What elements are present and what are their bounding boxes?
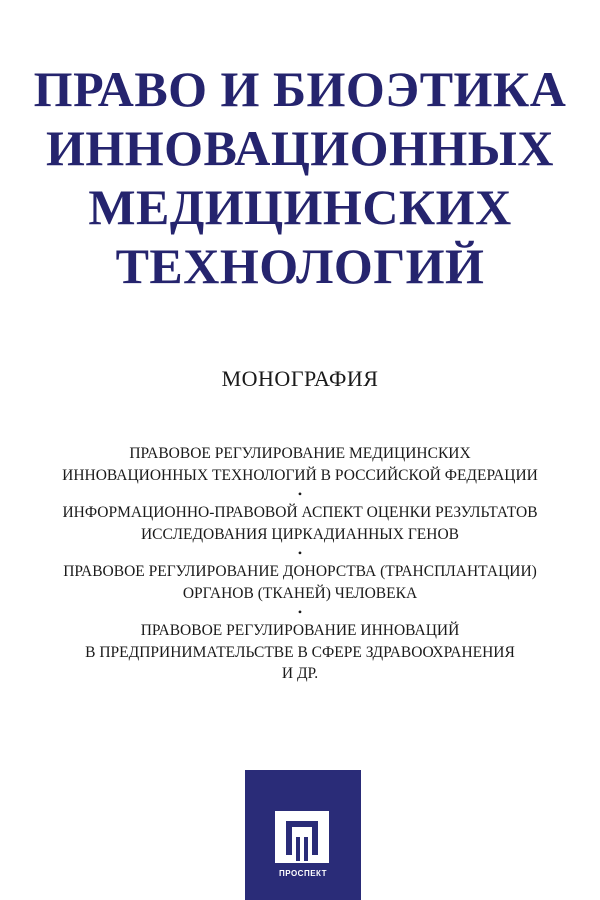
title-line: ИННОВАЦИОННЫХ bbox=[45, 120, 555, 176]
title-line: ПРАВО И БИОЭТИКА bbox=[33, 61, 567, 117]
columns-gate-logo-icon bbox=[275, 811, 329, 863]
publisher-name: ПРОСПЕКТ bbox=[278, 869, 328, 878]
book-genre-label: МОНОГРАФИЯ bbox=[221, 366, 379, 391]
bullet-separator: • bbox=[297, 605, 303, 619]
title-line: МЕДИЦИНСКИХ bbox=[88, 179, 512, 235]
topics-list bbox=[0, 443, 600, 685]
book-title bbox=[0, 60, 600, 296]
topic-line: ИНФОРМАЦИОННО-ПРАВОВОЙ АСПЕКТ ОЦЕНКИ РЕЗУЛЬТАТОВ bbox=[62, 504, 538, 521]
topic-line: ПРАВОВОЕ РЕГУЛИРОВАНИЕ МЕДИЦИНСКИХ bbox=[129, 445, 471, 462]
topic-line: ПРАВОВОЕ РЕГУЛИРОВАНИЕ ДОНОРСТВА (ТРАНСПЛАНТАЦИИ) bbox=[63, 563, 537, 580]
bullet-separator: • bbox=[297, 487, 303, 501]
topic-line: ПРАВОВОЕ РЕГУЛИРОВАНИЕ ИННОВАЦИЙ bbox=[140, 622, 460, 639]
title-line: ТЕХНОЛОГИЙ bbox=[115, 238, 485, 294]
topic-line: И ДР. bbox=[281, 665, 319, 682]
topic-line: ОРГАНОВ (ТКАНЕЙ) ЧЕЛОВЕКА bbox=[182, 584, 418, 602]
bullet-separator: • bbox=[297, 546, 303, 560]
topic-line: ИССЛЕДОВАНИЯ ЦИРКАДИАННЫХ ГЕНОВ bbox=[140, 525, 459, 543]
publisher-logo-block bbox=[245, 770, 361, 900]
topic-line: ИННОВАЦИОННЫХ ТЕХНОЛОГИЙ В РОССИЙСКОЙ ФЕДЕРАЦИИ bbox=[62, 466, 538, 484]
topic-line: В ПРЕДПРИНИМАТЕЛЬСТВЕ В СФЕРЕ ЗДРАВООХРАНЕНИЯ bbox=[85, 643, 515, 661]
